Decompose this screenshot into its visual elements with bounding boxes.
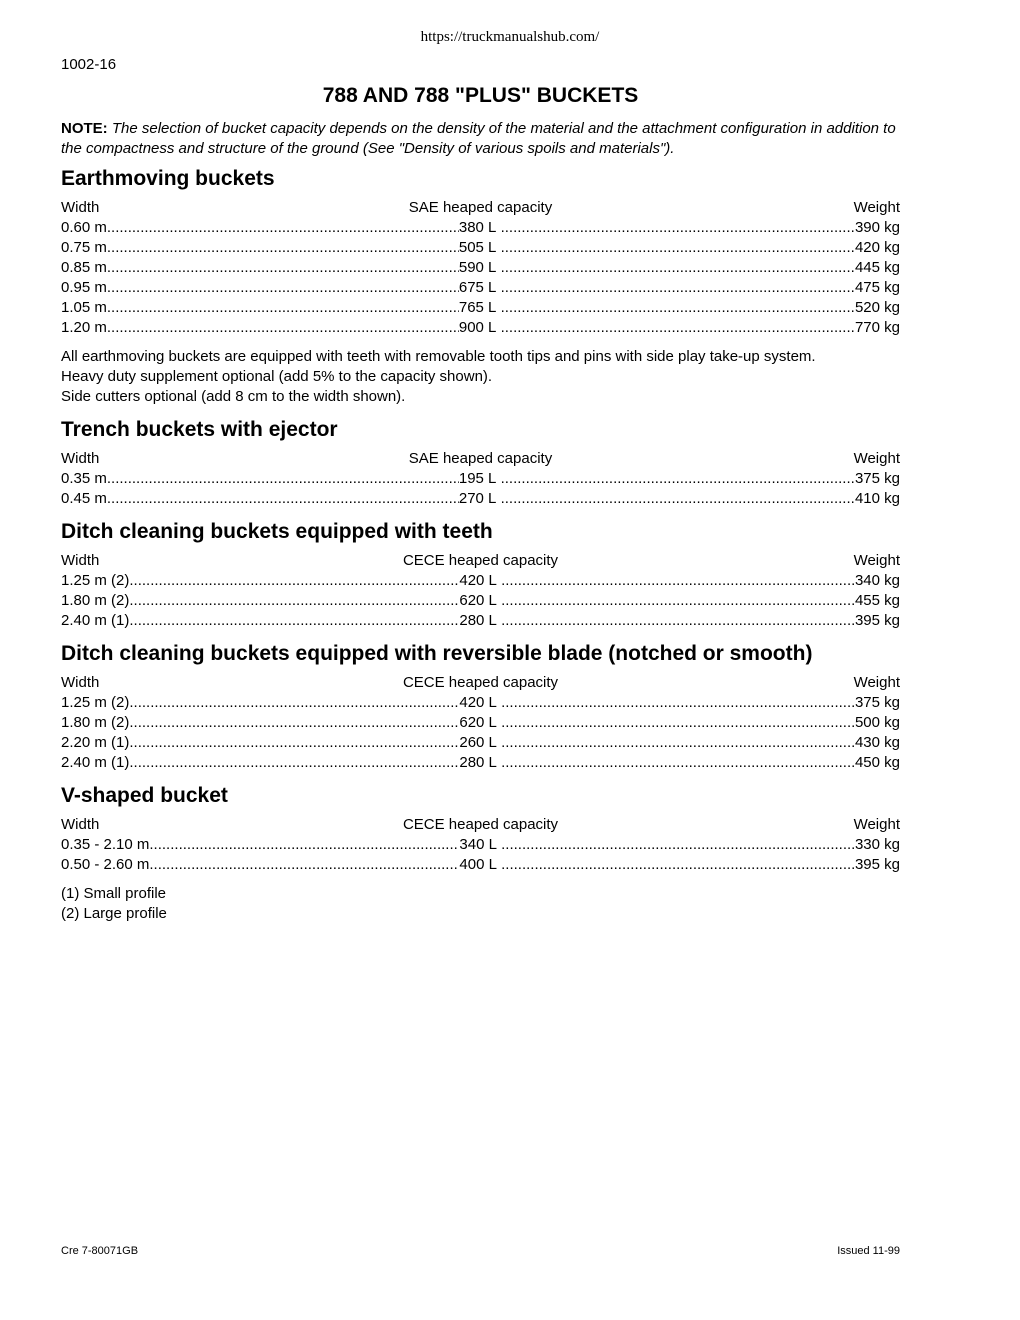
dot-leader — [107, 238, 459, 258]
dot-leader — [501, 318, 855, 338]
dot-leader — [501, 855, 855, 875]
cell-width: 1.80 m (2) — [61, 592, 130, 609]
dot-leader — [149, 855, 459, 875]
cell-capacity: 420 L — [459, 694, 497, 711]
cell-capacity: 260 L — [459, 734, 497, 751]
dot-leader — [107, 318, 459, 338]
dot-leader — [501, 238, 855, 258]
note-paragraph — [61, 119, 900, 159]
cell-width: 0.35 - 2.10 m — [61, 836, 150, 853]
section-note-line: Heavy duty supplement optional (add 5% to the capacity shown). — [61, 368, 493, 385]
cell-weight: 430 kg — [854, 734, 900, 751]
section-title: Trench buckets with ejector — [61, 418, 338, 441]
spec-table — [61, 198, 900, 338]
cell-weight: 395 kg — [854, 612, 900, 629]
cell-capacity: 420 L — [459, 572, 497, 589]
table-row — [61, 835, 900, 855]
dot-leader — [501, 218, 855, 238]
column-header-capacity: CECE heaped capacity — [402, 816, 559, 833]
cell-weight: 455 kg — [854, 592, 900, 609]
footnote-large-profile: (2) Large profile — [61, 905, 167, 922]
dot-leader — [501, 753, 855, 773]
table-row — [61, 238, 900, 258]
cell-capacity: 280 L — [459, 612, 497, 629]
cell-capacity: 900 L — [458, 319, 497, 336]
column-header-width: Width — [61, 552, 100, 569]
dot-leader — [107, 298, 459, 318]
table-row — [61, 753, 900, 773]
cell-capacity: 340 L — [459, 836, 497, 853]
cell-weight: 520 kg — [854, 299, 900, 316]
cell-width: 0.35 m — [61, 470, 107, 487]
cell-capacity: 380 L — [458, 219, 497, 236]
table-header — [61, 815, 900, 835]
cell-width: 2.40 m (1) — [61, 612, 130, 629]
table-row — [61, 591, 900, 611]
cell-width: 1.05 m — [61, 299, 107, 316]
dot-leader — [129, 733, 459, 753]
column-header-width: Width — [61, 199, 100, 216]
table-header — [61, 551, 900, 571]
dot-leader — [501, 733, 855, 753]
cell-capacity: 400 L — [459, 856, 497, 873]
cell-width: 1.20 m — [61, 319, 107, 336]
dot-leader — [129, 713, 459, 733]
cell-weight: 395 kg — [854, 856, 900, 873]
cell-weight: 375 kg — [854, 694, 900, 711]
dot-leader — [129, 693, 459, 713]
table-row — [61, 489, 900, 509]
cell-width: 2.20 m (1) — [61, 734, 130, 751]
dot-leader — [501, 611, 855, 631]
column-header-capacity: SAE heaped capacity — [408, 450, 553, 467]
page-title: 788 AND 788 "PLUS" BUCKETS — [322, 84, 639, 107]
spec-table — [61, 815, 900, 875]
dot-leader — [501, 835, 855, 855]
dot-leader — [501, 258, 855, 278]
cell-capacity: 675 L — [458, 279, 497, 296]
dot-leader — [107, 489, 459, 509]
table-header — [61, 449, 900, 469]
cell-width: 1.80 m (2) — [61, 714, 130, 731]
column-header-weight: Weight — [853, 450, 900, 467]
section-title: Ditch cleaning buckets equipped with reversible blade (notched or smooth) — [61, 642, 813, 665]
note-text: The selection of bucket capacity depends on the density of the material and the attachment configuration in addition to the compactness and structure of the ground (See "Density of various spoils and materials"). — [61, 120, 896, 157]
column-header-weight: Weight — [853, 674, 900, 691]
footnote-small-profile: (1) Small profile — [61, 885, 167, 902]
table-row — [61, 713, 900, 733]
cell-capacity: 280 L — [459, 754, 497, 771]
cell-weight: 375 kg — [854, 470, 900, 487]
cell-capacity: 505 L — [458, 239, 497, 256]
dot-leader — [149, 835, 459, 855]
document-body — [61, 82, 900, 924]
column-header-weight: Weight — [853, 199, 900, 216]
column-header-capacity: CECE heaped capacity — [402, 674, 559, 691]
cell-width: 1.25 m (2) — [61, 572, 130, 589]
cell-width: 0.45 m — [61, 490, 107, 507]
spec-table — [61, 673, 900, 773]
dot-leader — [129, 753, 459, 773]
table-row — [61, 258, 900, 278]
table-row — [61, 611, 900, 631]
column-header-width: Width — [61, 450, 100, 467]
dot-leader — [501, 713, 855, 733]
table-row — [61, 855, 900, 875]
cell-capacity: 620 L — [459, 592, 497, 609]
cell-capacity: 590 L — [458, 259, 497, 276]
column-header-weight: Weight — [853, 552, 900, 569]
dot-leader — [129, 591, 459, 611]
section-note-line: All earthmoving buckets are equipped with teeth with removable tooth tips and pins with side play take-up system. — [61, 348, 816, 365]
cell-width: 0.75 m — [61, 239, 107, 256]
cell-weight: 475 kg — [854, 279, 900, 296]
page-reference: 1002-16 — [61, 56, 117, 73]
table-header — [61, 673, 900, 693]
footer-issue-date: Issued 11-99 — [837, 1245, 900, 1257]
spec-table — [61, 449, 900, 509]
table-row — [61, 469, 900, 489]
cell-weight: 330 kg — [854, 836, 900, 853]
table-row — [61, 733, 900, 753]
column-header-width: Width — [61, 816, 100, 833]
dot-leader — [501, 469, 855, 489]
dot-leader — [107, 258, 459, 278]
cell-weight: 500 kg — [854, 714, 900, 731]
cell-width: 0.85 m — [61, 259, 107, 276]
table-row — [61, 278, 900, 298]
section-title: Earthmoving buckets — [61, 167, 275, 190]
section-title: V-shaped bucket — [61, 784, 228, 807]
dot-leader — [129, 571, 459, 591]
cell-weight: 390 kg — [854, 219, 900, 236]
cell-capacity: 195 L — [458, 470, 497, 487]
cell-width: 0.50 - 2.60 m — [61, 856, 150, 873]
table-row — [61, 571, 900, 591]
cell-capacity: 765 L — [458, 299, 497, 316]
footnotes — [61, 884, 900, 924]
spec-table — [61, 551, 900, 631]
cell-weight: 445 kg — [854, 259, 900, 276]
cell-weight: 770 kg — [854, 319, 900, 336]
column-header-capacity: CECE heaped capacity — [402, 552, 559, 569]
column-header-width: Width — [61, 674, 100, 691]
note-label: NOTE: — [61, 120, 108, 137]
table-row — [61, 318, 900, 338]
dot-leader — [501, 693, 855, 713]
section-title: Ditch cleaning buckets equipped with teeth — [61, 520, 493, 543]
cell-width: 1.25 m (2) — [61, 694, 130, 711]
column-header-capacity: SAE heaped capacity — [408, 199, 553, 216]
cell-weight: 420 kg — [854, 239, 900, 256]
cell-width: 0.95 m — [61, 279, 107, 296]
cell-weight: 340 kg — [854, 572, 900, 589]
section-note-line: Side cutters optional (add 8 cm to the width shown). — [61, 388, 406, 405]
cell-weight: 410 kg — [854, 490, 900, 507]
cell-capacity: 620 L — [459, 714, 497, 731]
dot-leader — [501, 571, 855, 591]
column-header-weight: Weight — [853, 816, 900, 833]
cell-width: 0.60 m — [61, 219, 107, 236]
bucket-sections — [61, 165, 900, 875]
section-notes — [61, 347, 900, 407]
dot-leader — [501, 591, 855, 611]
table-row — [61, 218, 900, 238]
table-row — [61, 298, 900, 318]
cell-weight: 450 kg — [854, 754, 900, 771]
dot-leader — [107, 469, 459, 489]
dot-leader — [501, 489, 855, 509]
table-row — [61, 693, 900, 713]
dot-leader — [107, 218, 459, 238]
dot-leader — [501, 278, 855, 298]
footer-document-code: Cre 7-80071GB — [61, 1245, 139, 1257]
cell-width: 2.40 m (1) — [61, 754, 130, 771]
dot-leader — [107, 278, 459, 298]
dot-leader — [129, 611, 459, 631]
dot-leader — [501, 298, 855, 318]
cell-capacity: 270 L — [458, 490, 497, 507]
source-url[interactable]: https://truckmanualshub.com/ — [420, 29, 600, 45]
table-header — [61, 198, 900, 218]
